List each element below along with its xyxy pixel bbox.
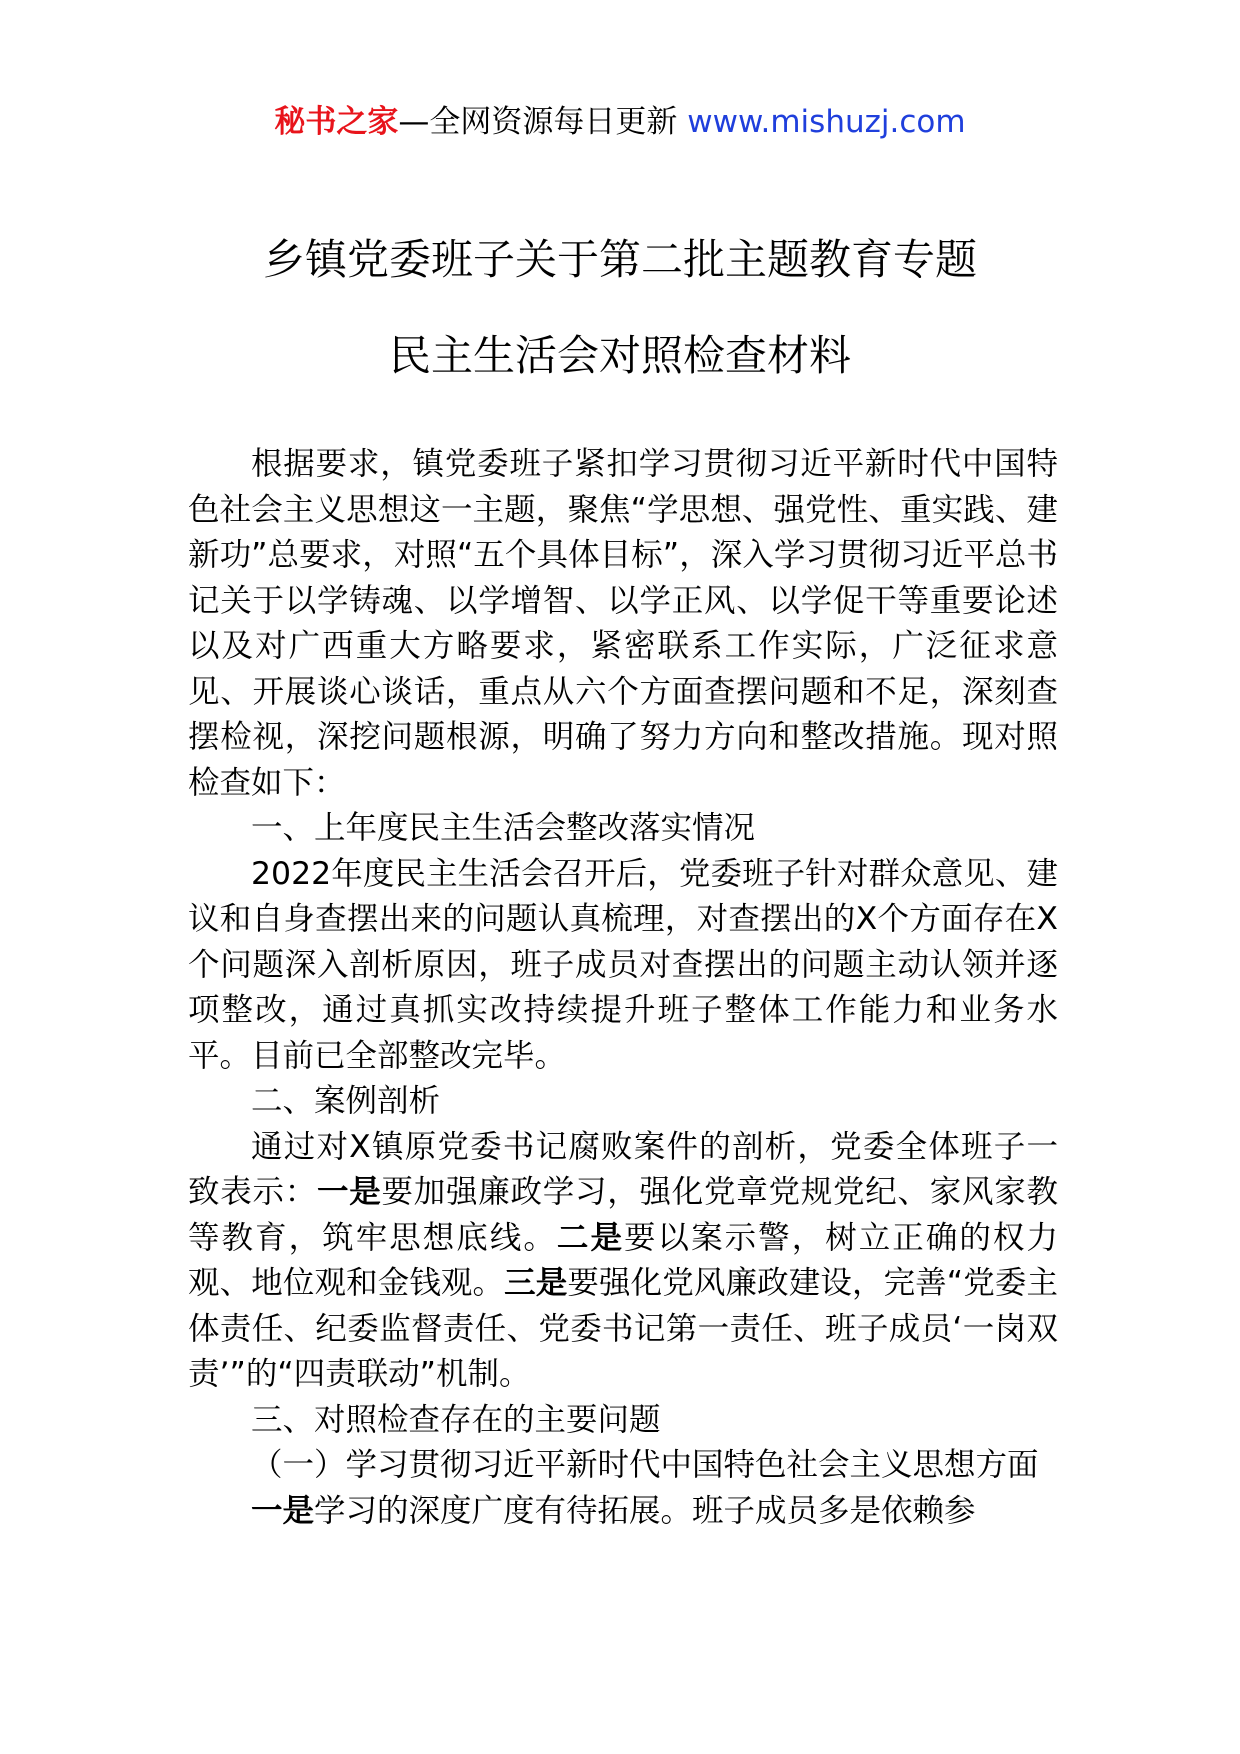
subsection-3-1-paragraph bbox=[188, 1489, 1058, 1535]
point-text-a: 学习的深度广度有待拓展。班子成员多是依赖参 bbox=[314, 1492, 976, 1529]
point-text-2: 要以案示警，树立正确的权力观、地位观和金钱观。 bbox=[188, 1219, 1058, 1301]
section-heading-2: 二、案例剖析 bbox=[251, 1083, 441, 1119]
document-title-line-2: 民主生活会对照检查材料 bbox=[388, 331, 851, 380]
point-label-a: 一是 bbox=[251, 1492, 315, 1529]
subsection-heading-3-1: （一）学习贯彻习近平新时代中国特色社会主义思想方面 bbox=[251, 1447, 1039, 1483]
point-label-1: 一是 bbox=[317, 1174, 382, 1210]
site-slogan: —全网资源每日更新 bbox=[398, 104, 688, 140]
intro-paragraph: 根据要求，镇党委班子紧扣学习贯彻习近平新时代中国特色社会主义思想这一主题，聚焦“学思想、强党性、重实践、建新功”总要求，对照“五个具体目标”，深入学习贯彻习近平总书记关于以学铸魂、以学增智、以学正风、以学促干等重要论述以及对广西重大方略要求，紧密联系工作实际，广泛征求意见、开展谈心谈话，重点从六个方面查摆问题和不足，深刻查摆检视，深挖问题根源，明确了努力方向和整改措施。现对照检查如下： bbox=[188, 446, 1058, 801]
point-text-3: 要强化党风廉政建设，完善“党委主体责任、纪委监督责任、党委书记第一责任、班子成员‘一岗双责’”的“四责联动”机制。 bbox=[188, 1265, 1058, 1392]
section-2-paragraph bbox=[188, 1125, 1058, 1398]
site-url-link[interactable]: www.mishuzj.com bbox=[687, 104, 966, 140]
section-heading-1: 一、上年度民主生活会整改落实情况 bbox=[251, 810, 756, 846]
section-2-lead: 通过对X镇原党委书记腐败案件的剖析，党委全体班子一致表示： bbox=[188, 1128, 1058, 1210]
section-heading-3: 三、对照检查存在的主要问题 bbox=[251, 1401, 661, 1438]
document-body bbox=[188, 442, 1058, 1534]
document-title-line-1: 乡镇党委班子关于第二批主题教育专题 bbox=[262, 235, 977, 284]
section-1-paragraph: 2022年度民主生活会召开后，党委班子针对群众意见、建议和自身查摆出来的问题认真梳理，对查摆出的X个方面存在X个问题深入剖析原因，班子成员对查摆出的问题主动认领并逐项整改，通过真抓实改持续提升班子整体工作能力和业务水平。目前已全部整改完毕。 bbox=[188, 855, 1058, 1074]
site-brand: 秘书之家 bbox=[274, 104, 399, 140]
point-label-3: 三是 bbox=[504, 1265, 568, 1301]
point-text-1: 要加强廉政学习，强化党章党规党纪、家风家教等教育，筑牢思想底线。 bbox=[188, 1174, 1058, 1256]
point-label-2: 二是 bbox=[556, 1219, 624, 1256]
site-header bbox=[0, 100, 1240, 144]
